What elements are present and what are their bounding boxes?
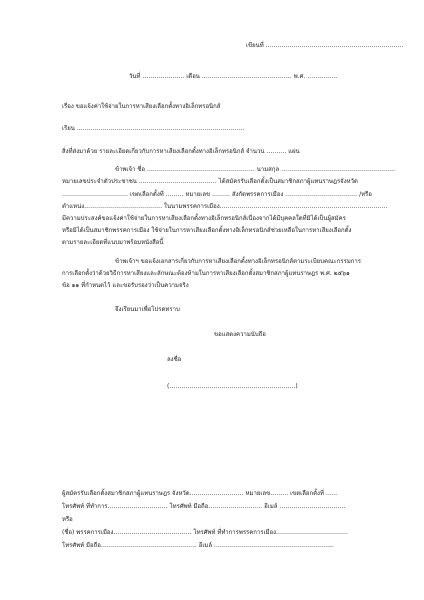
regards-line: ขอแสดงความนับถือ bbox=[214, 331, 266, 338]
body-line: ข้อ ๑๑ ที่กำหนดไว้ และขอรับรองว่าเป็นความจริง bbox=[62, 282, 189, 289]
footer-line: หรือ bbox=[62, 516, 73, 523]
footer-line: โทรศัพท์ มือถือ………………………………………… อีเมล์ …………………………………………………… bbox=[62, 542, 334, 549]
body-line: …………………………… เขตเลือกตั้งที่ ……… หมายเลข ……… สังกัดพรรคการเมือง ……………………………… /หรือ bbox=[62, 191, 372, 198]
body-line: ตำแหน่ง………………………………… ในนามพรรคการเมือง………………………………………………………………………… bbox=[62, 203, 388, 210]
signature-label: ลงชื่อ bbox=[167, 356, 182, 363]
body-line: ข้าพเจ้า ชื่อ ……………………………………………… นามสกุล ………………………………………………… bbox=[115, 166, 396, 173]
signature-name-line: (………………………………………………………) bbox=[167, 383, 298, 390]
written-at-line: เขียนที่ …………………………………………………………… bbox=[246, 42, 404, 49]
closing-line: จึงเรียนมาเพื่อโปรดทราบ bbox=[115, 306, 180, 313]
body-line: หรือมิได้เป็นสมาชิกพรรคการเมือง ใช้จ่ายในการหาเสียงเลือกตั้งทางอิเล็กทรอนิกส์ช่วยเหลือในการหาเสียงเลือกตั้ง bbox=[62, 227, 352, 234]
subject-line: เรื่อง ขอแจ้งค่าใช้จ่ายในการหาเสียงเลือกตั้งทางอิเล็กทรอนิกส์ bbox=[62, 103, 221, 110]
body-line: หมายเลขประจำตัวประชาชน ………………………………… ได้สมัครรับเลือกตั้งเป็นสมาชิกสภาผู้แทนราษฎรจังหวัด bbox=[62, 178, 358, 185]
body-line: การเลือกตั้งว่าด้วยวิธีการหาเสียงและลักษณะต้องห้ามในการหาเสียงเลือกตั้งสมาชิกสภาผู้แทนราษฎร พ.ศ. ๒๕๖๑ bbox=[62, 270, 350, 277]
body-line: ตามรายละเอียดที่แนบมาพร้อมหนังสือนี้ bbox=[62, 239, 164, 246]
footer-line: (ชื่อ) พรรคการเมือง………………………………… โทรศัพท์ ที่ทำการพรรคการเมือง……………………………… bbox=[62, 529, 349, 536]
enclosure-line: สิ่งที่ส่งมาด้วย รายละเอียดเกี่ยวกับการหาเสียงเลือกตั้งทางอิเล็กทรอนิกส์ จำนวน ………. แผ่น bbox=[62, 148, 300, 155]
footer-line: ผู้สมัครรับเลือกตั้งสมาชิกสภาผู้แทนราษฎร จังหวัด……………………… หมายเลข……… เขตเลือกตั้งที่ …… bbox=[62, 490, 338, 497]
body-line: มีความประสงค์ขอแจ้งค่าใช้จ่ายในการหาเสียงเลือกตั้งทางอิเล็กทรอนิกส์เนื่องจากได้มีบุคคลใดที่มิได้เป็นผู้สมัคร bbox=[62, 215, 346, 222]
date-line: วันที่ ………………… เดือน ……………………………………… พ.ศ. …………… bbox=[129, 73, 338, 80]
recipient-line: เรียน ………………………………………………………………………… bbox=[62, 125, 245, 132]
body-line: ข้าพเจ้าฯ ขอแจ้งเอกสารเกี่ยวกับการหาเสียงเลือกตั้งทางอิเล็กทรอนิกส์ตามระเบียบคณะกรรมการ bbox=[115, 258, 362, 265]
footer-line: โทรศัพท์ ที่ทำการ………………………… โทรศัพท์ มือถือ……………………… อีเมล์ …………………………… bbox=[62, 503, 346, 510]
